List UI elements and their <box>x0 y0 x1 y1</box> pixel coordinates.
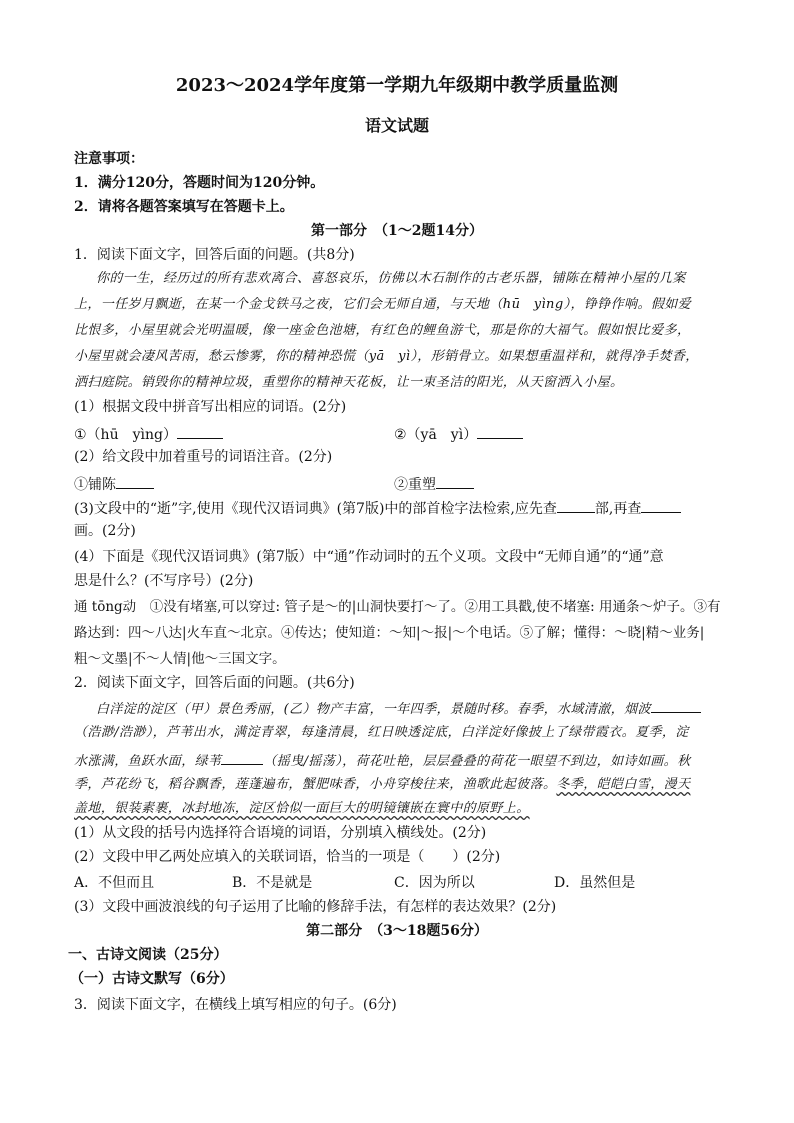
q3-stem: 3．阅读下面文字，在横线上填写相应的句子。(6分) <box>74 997 397 1013</box>
q1-sub2-a <box>74 474 154 494</box>
answer-blank[interactable] <box>557 498 595 513</box>
q1-passage-line-4: 小屋里就会凄风苦雨，愁云惨雾，你的精神恐慌（yā yì），形销骨立。如果想重温祥和，就得净手焚香， <box>74 349 699 364</box>
answer-blank[interactable] <box>477 424 523 439</box>
q2-passage-line-2: （浩渺/浩渺），芦苇出水，满淀青翠，每逢清晨，红日映透淀底，白洋淀好像披上了绿带霞衣。夏季，淀 <box>74 725 689 740</box>
wavy-underlined-sentence-cont: 盖地，银装素裹，冰封地冻，淀区恰似一面巨大的明镜镶嵌在寰中的原野上。 <box>74 801 530 816</box>
section1-heading: 一、古诗文阅读（25分） <box>68 947 228 963</box>
q1-sub2-b <box>394 474 474 494</box>
q1-sub2-b-label: ②重塑 <box>394 477 436 493</box>
q1-sub3-text-c: 画。(2分) <box>74 523 136 539</box>
exam-title: 2023～2024学年度第一学期九年级期中教学质量监测 <box>175 75 619 96</box>
answer-blank[interactable] <box>641 498 681 513</box>
exam-subtitle: 语文试题 <box>364 116 429 135</box>
q1-sub1-b-label: ②（yā yì） <box>394 427 478 443</box>
q2-passage-line-1 <box>96 698 701 719</box>
part2-heading: 第二部分 （3～18题56分） <box>306 923 488 939</box>
q1-passage-line-1: 你的一生，经历过的所有悲欢离合、喜怒哀乐，仿佛以木石制作的古老乐器，铺陈在精神小屋的几案 <box>96 271 686 286</box>
q2-passage-line-3 <box>74 750 691 771</box>
answer-blank[interactable] <box>221 750 263 765</box>
q2-sub2: (2）文段中甲乙两处应填入的关联词语，恰当的一项是（ ）(2分) <box>74 849 501 865</box>
q1-stem: 1．阅读下面文字，回答后面的问题。(共8分) <box>74 247 355 263</box>
definition-line-2: 路达到：四～八达|火车直～北京。④传达；使知道：～知|～报|～个电话。⑤了解；懂得：～晓|精～业务| <box>74 625 705 641</box>
q2-passage-line-3-text-a: 水涨满，鱼跃水面，绿苇 <box>74 754 222 769</box>
q1-sub2: (2）给文段中加着重号的词语注音。(2分) <box>74 449 333 465</box>
definition-line-3: 粗～文墨|不～人情|他～三国文字。 <box>74 651 286 667</box>
q2-option-a[interactable]: A．不但而且 <box>74 875 155 891</box>
q1-passage-line-3: 比恨多，小屋里就会光明温暖，像一座金色池塘，有红色的鲤鱼游弋，那是你的大福气。假如恨比爱多， <box>74 323 691 338</box>
q2-sub3: (3）文段中画波浪线的句子运用了比喻的修辞手法，有怎样的表达效果？(2分) <box>74 899 557 915</box>
notice-item-1: 1．满分120分，答题时间为120分钟。 <box>74 175 325 191</box>
q1-sub4-line-2: 思是什么？(不写序号）(2分) <box>74 573 254 589</box>
wavy-underlined-sentence: 冬季，皑皑白雪，漫天 <box>556 777 691 792</box>
q2-passage-line-1-text: 白洋淀的淀区（甲）景色秀丽，(乙）物产丰富，一年四季，景随时移。春季，水域清澈，烟波 <box>96 702 651 717</box>
q1-sub1-a <box>74 424 223 444</box>
q1-sub4-line-1: (4）下面是《现代汉语词典》(第7版）中“通”作动词时的五个义项。文段中“无师自通”的“通”意 <box>74 549 664 565</box>
answer-blank[interactable] <box>177 424 223 439</box>
q1-sub1-a-label: ①（hū yìng） <box>74 427 177 443</box>
answer-blank[interactable] <box>436 474 474 489</box>
q2-sub1: (1）从文段的括号内选择符合语境的词语，分别填入横线处。(2分) <box>74 825 487 841</box>
section1-subheading: （一）古诗文默写（6分） <box>70 971 234 987</box>
q1-sub3-text-b: 部,再查 <box>594 501 642 517</box>
part1-heading: 第一部分 （1～2题14分） <box>311 223 483 239</box>
q2-passage-line-5 <box>74 800 530 818</box>
q2-passage-line-3-text-b: （摇曳/摇荡），荷花吐艳，层层叠叠的荷花一眼望不到边，如诗如画。秋 <box>263 754 691 769</box>
q2-passage-line-4-text-a: 季，芦花纷飞，稻谷飘香，莲蓬遍布，蟹肥味香，小舟穿梭往来，渔歌此起彼落。 <box>74 777 557 792</box>
definition-line-1: 通 tōng动 ①没有堵塞,可以穿过: 管子是～的|山洞快要打～了。②用工具戳,使不堵塞: 用通条～炉子。③有 <box>74 599 721 615</box>
q2-passage-line-4 <box>74 776 690 794</box>
q2-option-d[interactable]: D．虽然但是 <box>554 875 636 891</box>
q1-passage-line-5: 洒扫庭院。销毁你的精神垃圾，重塑你的精神天花板，让一束圣洁的阳光，从天窗洒入小屋。 <box>74 375 624 390</box>
q2-option-b[interactable]: B．不是就是 <box>232 875 313 891</box>
q1-sub2-a-label: ①铺陈 <box>74 477 116 493</box>
answer-blank[interactable] <box>116 474 154 489</box>
notice-item-2: 2．请将各题答案填写在答题卡上。 <box>74 199 294 215</box>
q2-option-c[interactable]: C．因为所以 <box>394 875 475 891</box>
q1-sub1: (1）根据文段中拼音写出相应的词语。(2分) <box>74 399 347 415</box>
q1-sub3-text-a: (3)文段中的“逝”字,使用《现代汉语词典》(第7版)中的部首检字法检索,应先查 <box>74 501 557 517</box>
q1-sub3 <box>74 498 681 518</box>
notice-heading: 注意事项： <box>74 151 144 167</box>
q1-passage-line-2: 上，一任岁月飘逝，在某一个金戈铁马之夜，它们会无师自通，与天地（hū yìng），铮铮作响。假如爱 <box>74 297 692 312</box>
q2-stem: 2．阅读下面文字，回答后面的问题。(共6分) <box>74 675 355 691</box>
answer-blank[interactable] <box>651 698 701 713</box>
q1-sub1-b <box>394 424 523 444</box>
